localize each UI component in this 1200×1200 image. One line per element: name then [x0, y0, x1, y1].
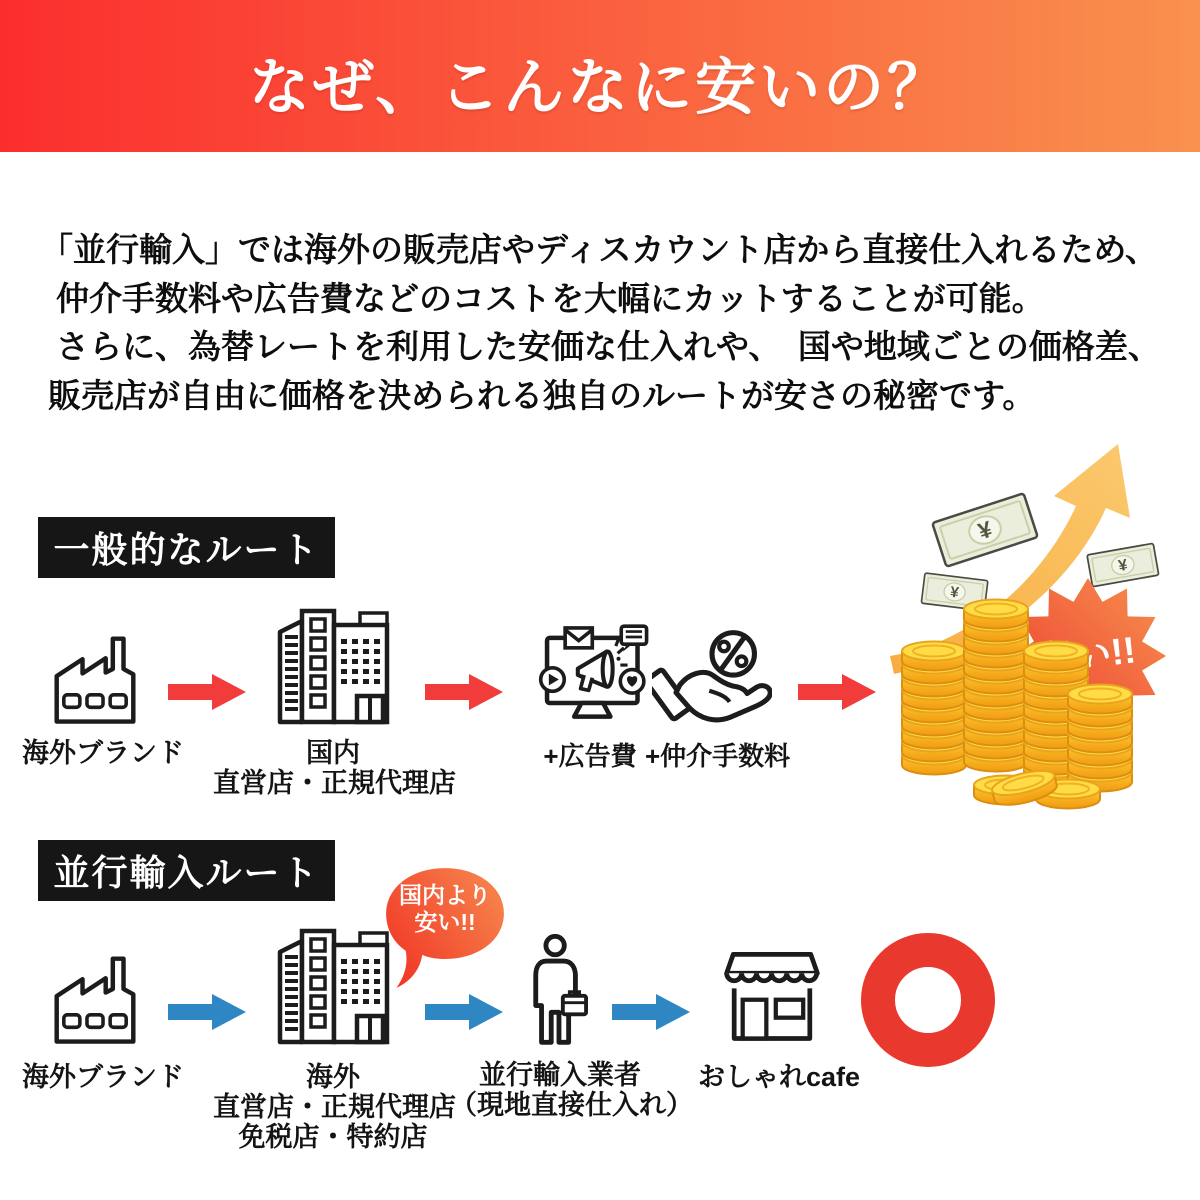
label-domestic-store [213, 738, 456, 798]
red-circle-icon [861, 933, 995, 1067]
red-arrow-icon [425, 674, 503, 710]
blue-arrow-icon [168, 994, 246, 1030]
label-overseas-store-line1: 海外 [306, 1062, 360, 1092]
section-label-parallel-route [38, 840, 335, 901]
speech-bubble [383, 866, 507, 990]
label-cafe: おしゃれcafe [698, 1062, 861, 1092]
office-building-icon [276, 928, 391, 1045]
label-ad-cost: +広告費 [543, 741, 637, 771]
red-arrow-icon [798, 674, 876, 710]
section-label-general-route-text: 一般的なルート [53, 529, 320, 570]
speech-bubble-line2: 安い!! [414, 909, 476, 935]
intro-line-1: 「並行輸入」では海外の販売店やディスカウント店から直接仕入れるため、 [40, 231, 1159, 268]
money-pile-illustration: ¥ [878, 438, 1190, 816]
factory-icon [50, 628, 140, 726]
intro-line-4: 販売店が自由に価格を決められる独自のルートが安さの秘密です。 [48, 376, 1036, 414]
blue-arrow-icon [425, 994, 503, 1030]
yen-banknote-icon [932, 493, 1038, 566]
label-overseas-store-line2: 直営店・正規代理店 [213, 1092, 456, 1122]
label-domestic-store-line2: 直営店・正規代理店 [213, 768, 456, 798]
label-overseas-brand: 海外ブランド [22, 738, 184, 768]
section-label-parallel-route-text: 並行輸入ルート [53, 852, 320, 893]
office-building-icon [276, 608, 391, 725]
intro-line-2: 仲介手数料や広告費などのコストを大幅にカットすることが可能。 [56, 279, 1045, 317]
header-banner [0, 0, 1200, 152]
advertising-icon [538, 620, 652, 730]
intro-line-3: さらに、為替レートを利用した安価な仕入れや、 国や地域ごとの価格差、 [56, 328, 1161, 365]
intro-paragraph [40, 226, 1180, 420]
page-title: なぜ、こんなに安いの？ [248, 52, 952, 121]
label-overseas-store [213, 1062, 456, 1152]
speech-bubble-line1: 国内より [399, 882, 491, 908]
label-overseas-brand: 海外ブランド [22, 1062, 184, 1092]
factory-icon [50, 948, 140, 1046]
hand-percent-icon [652, 626, 772, 726]
label-parallel-importer-line2: （現地直接仕入れ） [450, 1090, 693, 1120]
label-domestic-store-line1: 国内 [306, 738, 360, 768]
label-parallel-importer [450, 1060, 693, 1120]
label-commission: +仲介手数料 [645, 741, 791, 771]
red-arrow-icon [168, 674, 246, 710]
blue-arrow-icon [612, 994, 690, 1030]
importer-person-icon [528, 934, 588, 1050]
section-label-general-route [38, 517, 335, 578]
label-parallel-importer-line1: 並行輸入業者 [479, 1060, 641, 1090]
label-overseas-store-line3: 免税店・特約店 [238, 1122, 428, 1152]
yen-banknote-icon [1087, 543, 1159, 586]
cafe-store-icon [720, 944, 824, 1046]
